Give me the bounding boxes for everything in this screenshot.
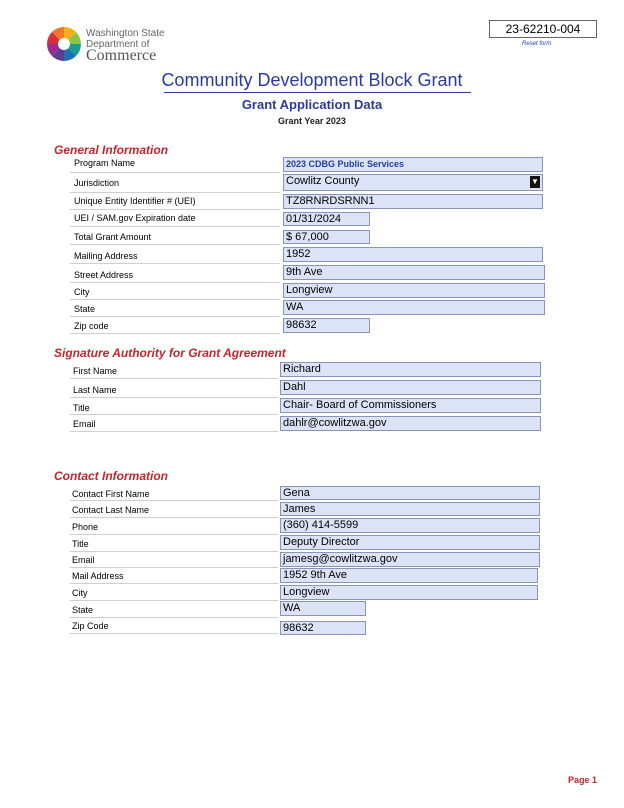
- contact-city-field[interactable]: Longview: [280, 585, 538, 600]
- contact-first-name-field[interactable]: Gena: [280, 486, 540, 500]
- logo-line-3: Commerce: [86, 47, 157, 64]
- jurisdiction-value: Cowlitz County: [286, 175, 360, 187]
- uei-field[interactable]: TZ8RNRDSRNN1: [283, 194, 543, 209]
- contact-info-heading: Contact Information: [54, 469, 168, 483]
- row-divider: [70, 333, 280, 334]
- label-sig-first-name: First Name: [73, 366, 118, 376]
- row-divider: [70, 299, 280, 300]
- row-divider: [70, 600, 278, 601]
- logo-line-2: Department of: [86, 39, 150, 50]
- reset-form-button[interactable]: Reset form: [522, 41, 552, 47]
- label-state: State: [74, 304, 96, 314]
- label-street-address: Street Address: [74, 270, 134, 280]
- sig-title-field[interactable]: Chair- Board of Commissioners: [280, 398, 541, 413]
- uei-expiration-field[interactable]: 01/31/2024: [283, 212, 370, 226]
- state-field[interactable]: WA: [283, 300, 545, 315]
- contact-phone-field[interactable]: (360) 414-5599: [280, 518, 540, 533]
- label-contact-phone: Phone: [72, 522, 99, 532]
- row-divider: [70, 567, 278, 568]
- mailing-address-field[interactable]: 1952: [283, 247, 543, 262]
- contact-state-field[interactable]: WA: [280, 601, 366, 616]
- title-underline: [164, 92, 471, 93]
- row-divider: [70, 534, 278, 535]
- page-title: Community Development Block Grant: [161, 70, 463, 90]
- pinwheel-logo-icon: [46, 26, 82, 62]
- page-number: Page 1: [568, 775, 598, 785]
- form-id-field[interactable]: 23-62210-004: [489, 20, 597, 38]
- row-divider: [70, 263, 280, 264]
- label-uei: Unique Entity Identifier # (UEI): [74, 196, 196, 206]
- general-info-heading: General Information: [54, 143, 169, 157]
- row-divider: [70, 583, 278, 584]
- label-contact-city: City: [72, 588, 88, 598]
- sig-first-name-field[interactable]: Richard: [280, 362, 541, 377]
- row-divider: [70, 172, 280, 173]
- contact-title-field[interactable]: Deputy Director: [280, 535, 540, 550]
- label-uei-expiration: UEI / SAM.gov Expiration date: [74, 213, 196, 223]
- sig-email-field[interactable]: dahlr@cowlitzwa.gov: [280, 416, 541, 431]
- contact-mail-address-field[interactable]: 1952 9th Ave: [280, 568, 538, 583]
- row-divider: [70, 397, 278, 398]
- row-divider: [70, 551, 278, 552]
- row-divider: [70, 378, 278, 379]
- row-divider: [70, 414, 278, 415]
- row-divider: [70, 500, 278, 501]
- label-contact-email: Email: [72, 555, 95, 565]
- label-total-grant: Total Grant Amount: [74, 232, 152, 242]
- label-contact-last-name: Contact Last Name: [72, 505, 150, 515]
- label-contact-mail-address: Mail Address: [72, 571, 124, 581]
- row-divider: [70, 282, 280, 283]
- program-name-field[interactable]: 2023 CDBG Public Services: [283, 157, 543, 172]
- contact-email-field[interactable]: jamesg@cowlitzwa.gov: [280, 552, 540, 567]
- page-subtitle: Grant Application Data: [241, 97, 383, 112]
- contact-last-name-field[interactable]: James: [280, 502, 540, 516]
- contact-zip-field[interactable]: 98632: [280, 621, 366, 635]
- row-divider: [70, 617, 278, 618]
- label-mailing-address: Mailing Address: [74, 251, 138, 261]
- total-grant-field[interactable]: $ 67,000: [283, 230, 370, 244]
- row-divider: [70, 226, 280, 227]
- row-divider: [70, 244, 280, 245]
- label-sig-last-name: Last Name: [73, 385, 117, 395]
- dropdown-arrow-icon[interactable]: ▼: [531, 177, 539, 186]
- grant-year: Grant Year 2023: [278, 116, 346, 126]
- row-divider: [70, 633, 278, 634]
- label-contact-state: State: [72, 605, 94, 615]
- label-jurisdiction: Jurisdiction: [74, 178, 120, 188]
- zip-field[interactable]: 98632: [283, 318, 370, 333]
- label-contact-first-name: Contact First Name: [72, 489, 150, 499]
- signature-authority-heading: Signature Authority for Grant Agreement: [54, 346, 286, 360]
- row-divider: [70, 517, 278, 518]
- row-divider: [70, 209, 280, 210]
- label-contact-title: Title: [72, 539, 89, 549]
- row-divider: [70, 431, 278, 432]
- commerce-logo: [46, 26, 176, 66]
- label-sig-title: Title: [73, 403, 90, 413]
- logo-line-1: Washington State: [86, 28, 165, 39]
- jurisdiction-select[interactable]: [283, 174, 543, 191]
- row-divider: [70, 316, 280, 317]
- sig-last-name-field[interactable]: Dahl: [280, 380, 541, 395]
- street-address-field[interactable]: 9th Ave: [283, 265, 545, 280]
- label-program-name: Program Name: [74, 158, 136, 168]
- label-sig-email: Email: [73, 419, 96, 429]
- label-zip: Zip code: [74, 321, 109, 331]
- city-field[interactable]: Longview: [283, 283, 545, 298]
- label-city: City: [74, 287, 90, 297]
- row-divider: [70, 192, 280, 193]
- label-contact-zip: Zip Code: [72, 621, 109, 631]
